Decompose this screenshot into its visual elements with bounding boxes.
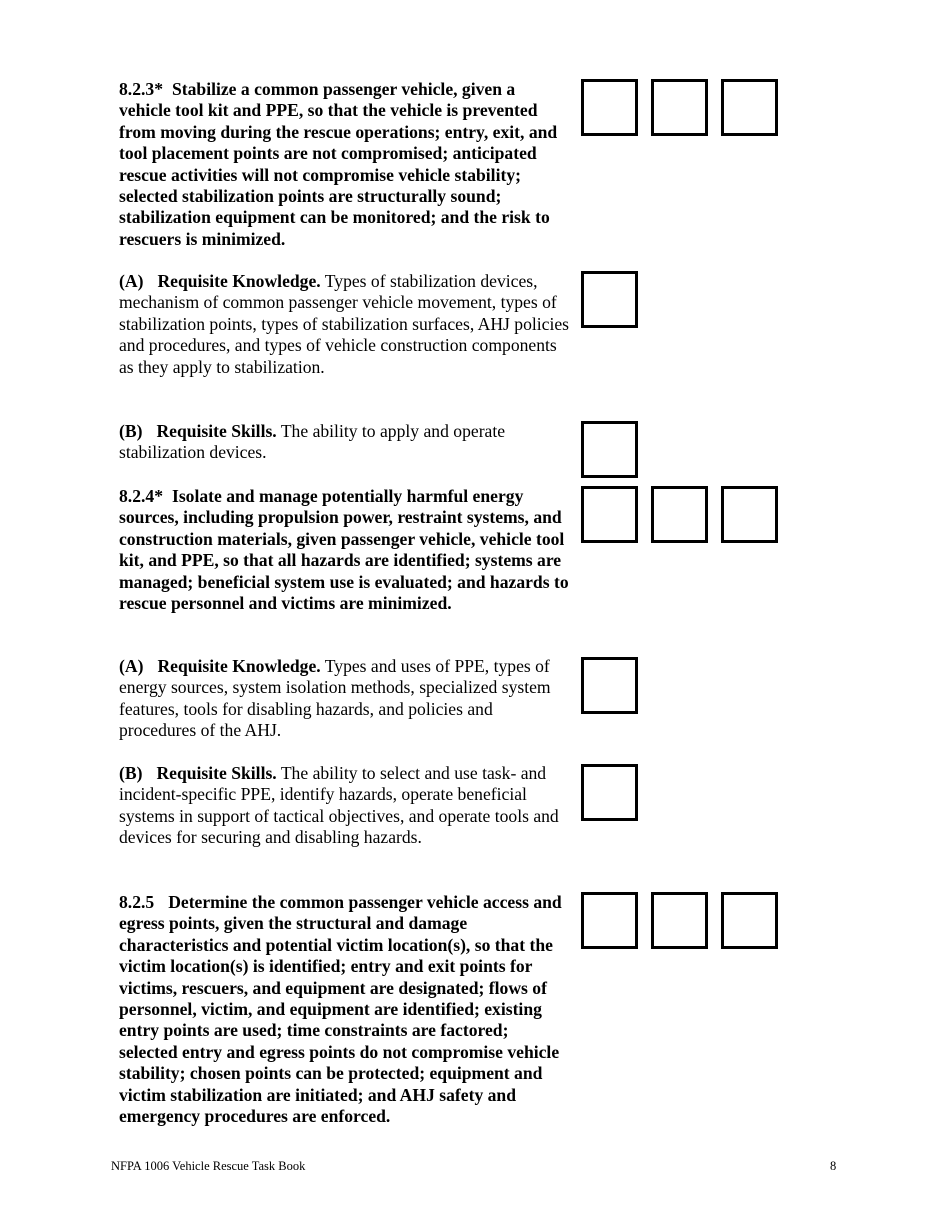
sub-text: The ability to select and use task- and incident-specific PPE, identify hazards, operate beneficial systems in support of tactical objectives, and operate tools and devices for securing and disabling hazards. xyxy=(119,763,559,848)
sub-letter: (A) xyxy=(119,656,144,676)
section-8-2-4-skills xyxy=(119,763,571,849)
sub-letter: (B) xyxy=(119,763,143,783)
section-8-2-4-statement xyxy=(119,486,571,614)
sub-text: Types of stabilization devices, mechanism of common passenger vehicle movement, types of stabilization points, types of stabilization surfaces, AHJ policies and procedures, and types of vehicle construction components as they apply to stabilization. xyxy=(119,271,570,377)
section-number: 8.2.4* xyxy=(119,486,163,506)
sub-text: The ability to apply and operate stabilization devices. xyxy=(119,421,506,463)
section-number: 8.2.5 xyxy=(119,892,155,912)
signoff-checkbox[interactable] xyxy=(651,79,708,136)
sub-text: Types and uses of PPE, types of energy sources, system isolation methods, specialized system features, tools for disabling hazards, and policies and procedures of the AHJ. xyxy=(119,656,551,741)
sub-title: Requisite Knowledge. xyxy=(157,271,321,291)
signoff-checkbox[interactable] xyxy=(581,657,638,714)
signoff-checkbox[interactable] xyxy=(721,892,778,949)
section-8-2-3-statement xyxy=(119,79,571,250)
sub-letter: (B) xyxy=(119,421,143,441)
signoff-checkbox[interactable] xyxy=(721,486,778,543)
signoff-checkbox[interactable] xyxy=(581,764,638,821)
sub-title: Requisite Skills. xyxy=(156,763,277,783)
section-8-2-4-knowledge xyxy=(119,656,571,742)
footer-title: NFPA 1006 Vehicle Rescue Task Book xyxy=(111,1159,306,1173)
section-text: Stabilize a common passenger vehicle, given a vehicle tool kit and PPE, so that the vehicle is prevented from moving during the rescue operations; entry, exit, and tool placement points are not compromised; anticipated rescue activities will not compromise vehicle stability; selected stabilization points are structurally sound; stabilization equipment can be monitored; and the risk to rescuers is minimized. xyxy=(119,79,558,249)
section-text: Determine the common passenger vehicle access and egress points, given the structural and damage characteristics and potential victim location(s), so that the victim location(s) is identified; entry and exit points for victims, rescuers, and equipment are designated; flows of personnel, victim, and equipment are identified; existing entry points are used; time constraints are factored; selected entry and egress points do not compromise vehicle stability; chosen points can be protected; equipment and victim stabilization are initiated; and AHJ safety and emergency procedures are enforced. xyxy=(119,892,562,1127)
section-8-2-5-statement xyxy=(119,892,571,1127)
page-number: 8 xyxy=(830,1159,837,1173)
section-8-2-3-skills xyxy=(119,421,571,464)
sub-title: Requisite Skills. xyxy=(156,421,277,441)
section-number: 8.2.3* xyxy=(119,79,163,99)
signoff-checkbox[interactable] xyxy=(581,486,638,543)
signoff-checkbox[interactable] xyxy=(581,892,638,949)
signoff-checkbox[interactable] xyxy=(651,486,708,543)
signoff-checkbox[interactable] xyxy=(581,79,638,136)
signoff-checkbox[interactable] xyxy=(721,79,778,136)
sub-title: Requisite Knowledge. xyxy=(157,656,321,676)
section-text: Isolate and manage potentially harmful energy sources, including propulsion power, restraint systems, and construction materials, given passenger vehicle, vehicle tool kit, and PPE, so that all hazards are identified; systems are managed; beneficial system use is evaluated; and hazards to rescue personnel and victims are minimized. xyxy=(119,486,569,614)
signoff-checkbox[interactable] xyxy=(581,271,638,328)
sub-letter: (A) xyxy=(119,271,144,291)
section-8-2-3-knowledge xyxy=(119,271,571,378)
signoff-checkbox[interactable] xyxy=(651,892,708,949)
signoff-checkbox[interactable] xyxy=(581,421,638,478)
